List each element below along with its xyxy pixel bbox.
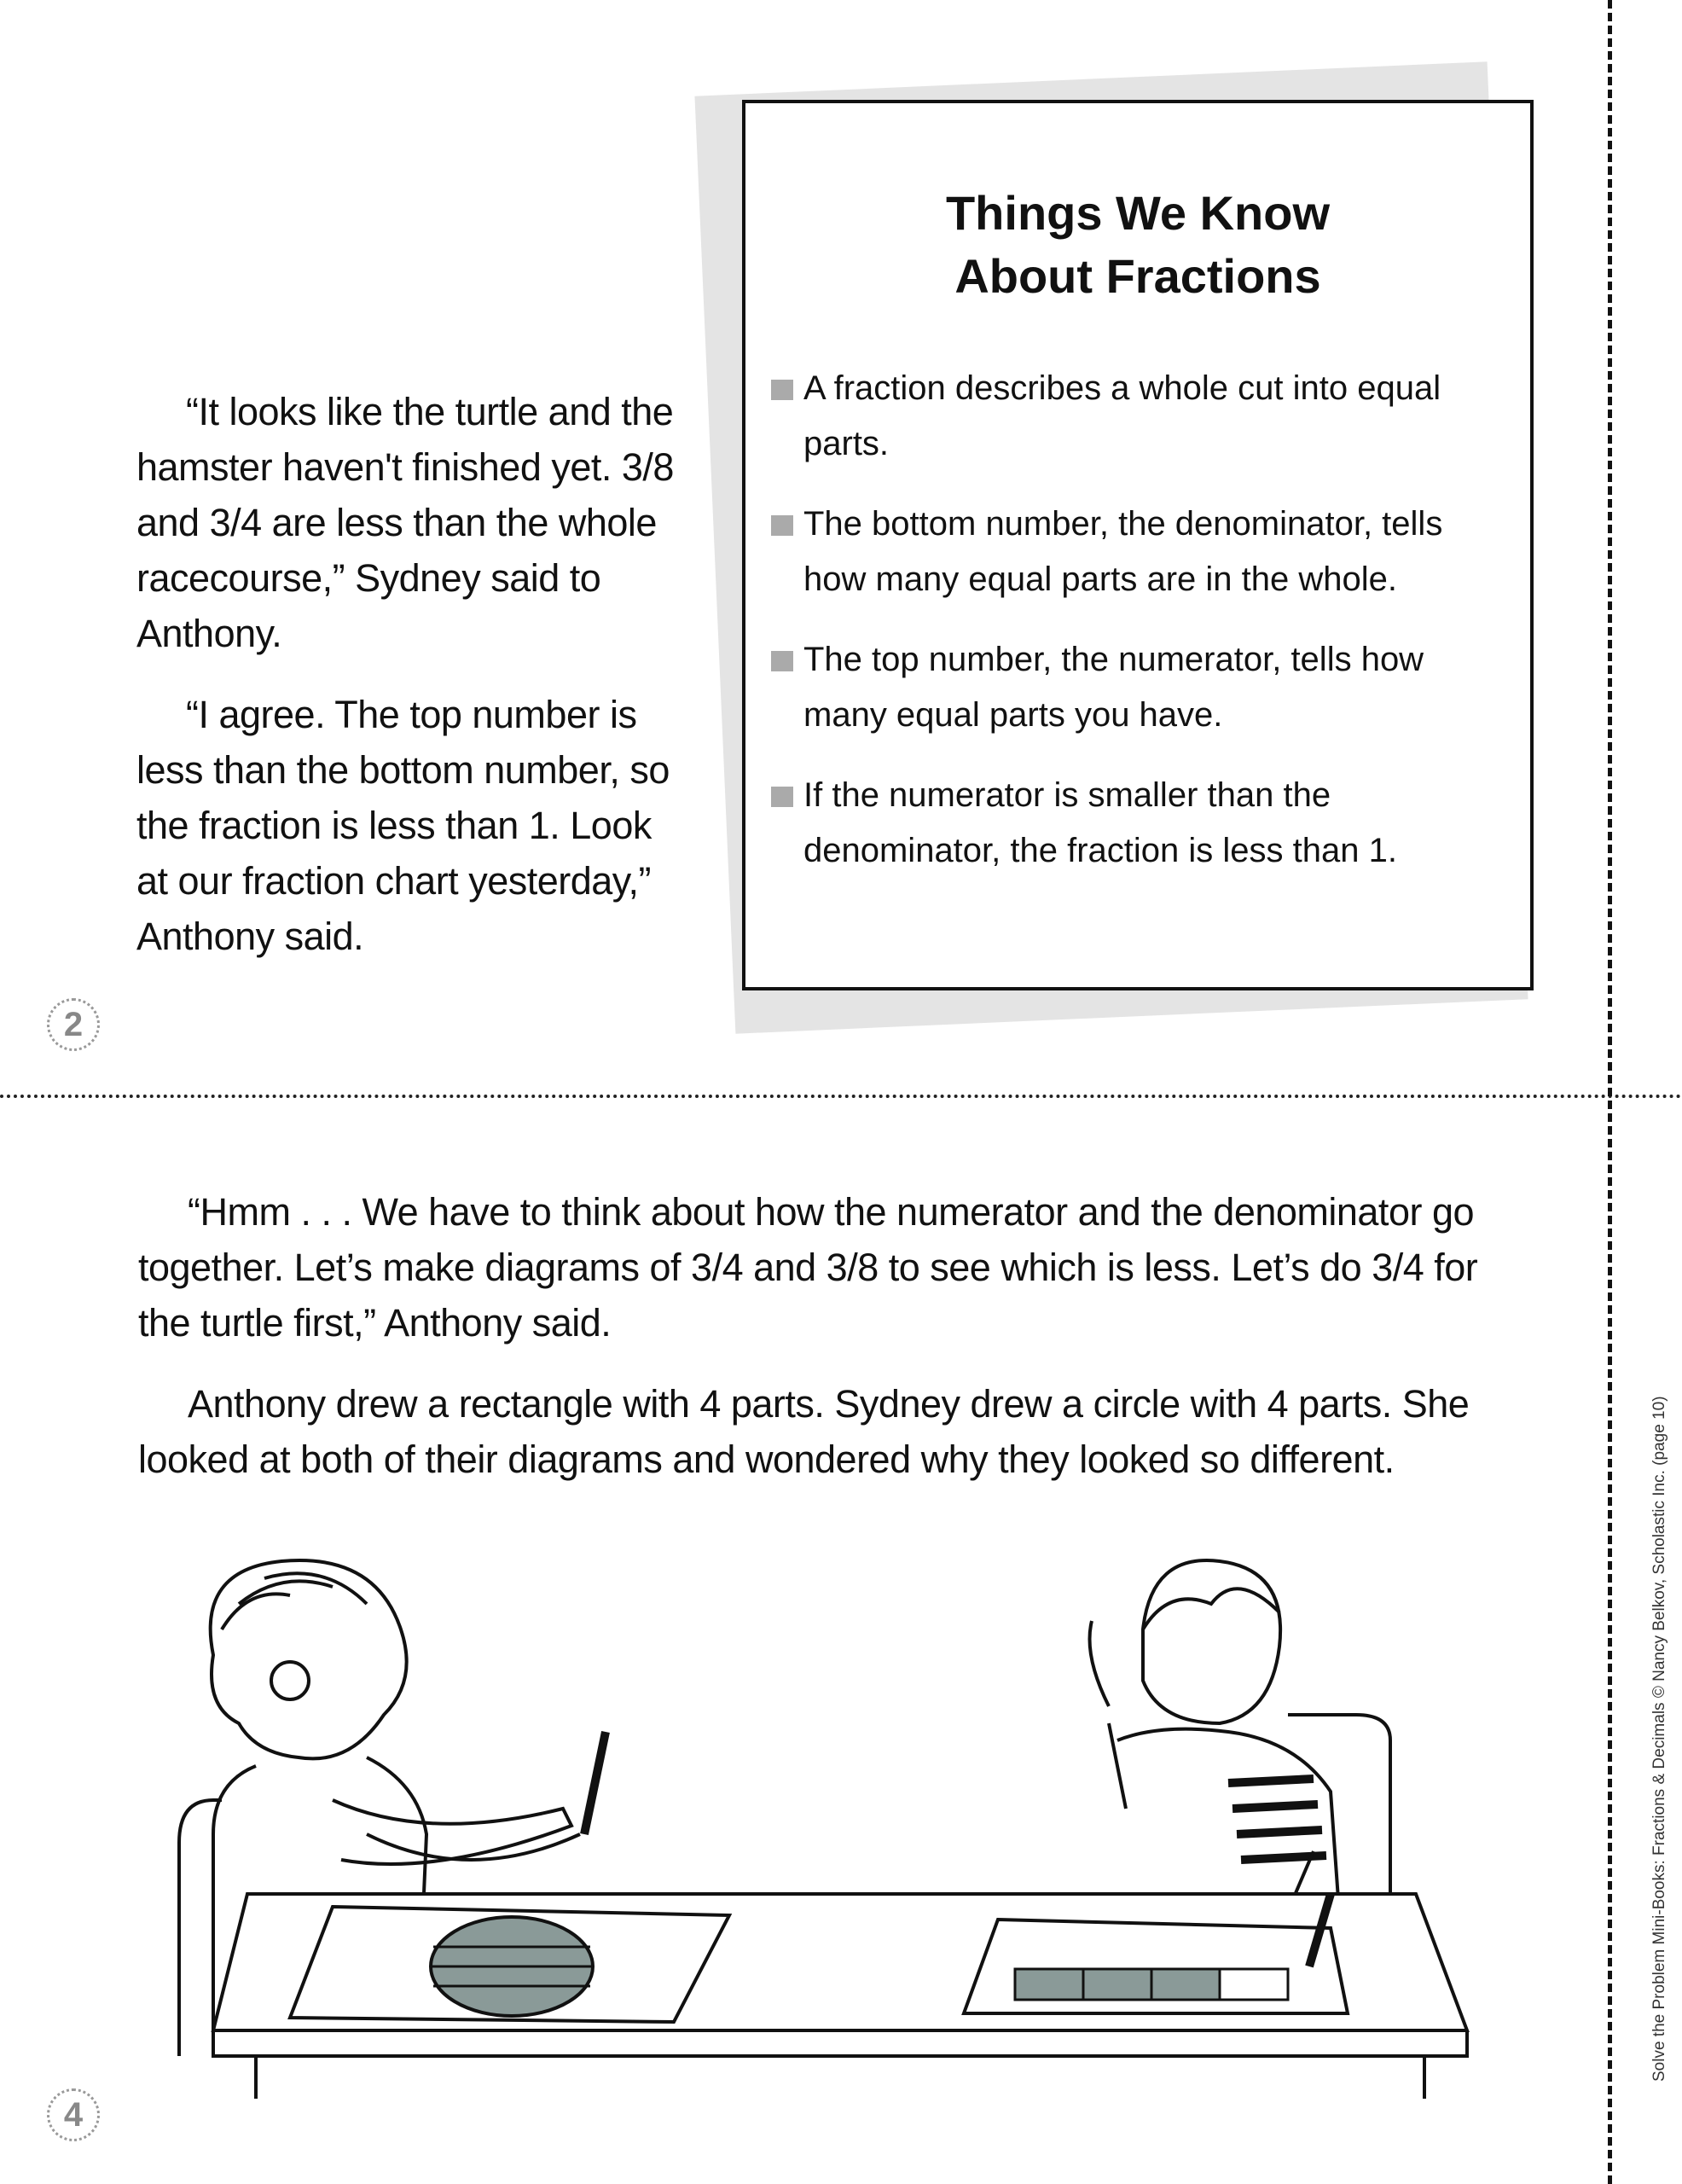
title-line: Things We Know	[945, 186, 1331, 240]
paragraph: “It looks like the turtle and the hamster haven't finished yet. 3/8 and 3/4 are less than the whole racecourse,” Sydney said to Anthony.	[136, 390, 674, 655]
list-item	[771, 768, 1505, 879]
square-bullet-icon	[771, 651, 793, 671]
box-title	[745, 182, 1530, 308]
list-item	[771, 497, 1505, 607]
item-text: If the numerator is smaller than the denominator, the fraction is less than 1.	[803, 776, 1397, 869]
square-bullet-icon	[771, 515, 793, 536]
item-text: The top number, the numerator, tells how many equal parts you have.	[803, 641, 1424, 734]
children-drawing-illustration	[162, 1553, 1493, 2099]
copyright-credit: Solve the Problem Mini-Books: Fractions & Decimals © Nancy Belkov, Scholastic Inc. (page 10)	[1650, 1396, 1668, 2082]
vertical-cut-line	[1608, 0, 1612, 2184]
paragraph: Anthony drew a rectangle with 4 parts. Sydney drew a circle with 4 parts. She looked at both of their diagrams and wondered why they looked so different.	[138, 1382, 1470, 1481]
page-number: 4	[47, 2088, 100, 2141]
rectangle-diagram-four-parts	[1015, 1969, 1288, 2000]
facts-list	[745, 361, 1530, 879]
story-text-page-2	[136, 384, 682, 990]
page-number: 2	[47, 998, 100, 1051]
pencil-icon	[584, 1732, 606, 1834]
story-text-page-4	[138, 1184, 1528, 1513]
square-bullet-icon	[771, 787, 793, 807]
fraction-facts-box	[742, 100, 1534, 990]
item-text: A fraction describes a whole cut into equal parts.	[803, 369, 1441, 462]
title-line: About Fractions	[954, 249, 1321, 303]
list-item	[771, 361, 1505, 472]
paragraph: “Hmm . . . We have to think about how the numerator and the denominator go together. Let’s make diagrams of 3/4 and 3/8 to see which is less. Let’s do 3/4 for the turtle first,” Anthony said.	[138, 1190, 1478, 1345]
table-edge	[213, 2030, 1467, 2056]
list-item	[771, 632, 1505, 743]
item-text: The bottom number, the denominator, tells how many equal parts are in the whole.	[803, 505, 1443, 598]
paragraph: “I agree. The top number is less than the bottom number, so the fraction is less than 1. Look at our fraction chart yesterday,” Anthony said.	[136, 693, 670, 958]
circle-diagram-four-parts	[431, 1917, 593, 2016]
horizontal-cut-line	[0, 1095, 1682, 1098]
square-bullet-icon	[771, 380, 793, 400]
